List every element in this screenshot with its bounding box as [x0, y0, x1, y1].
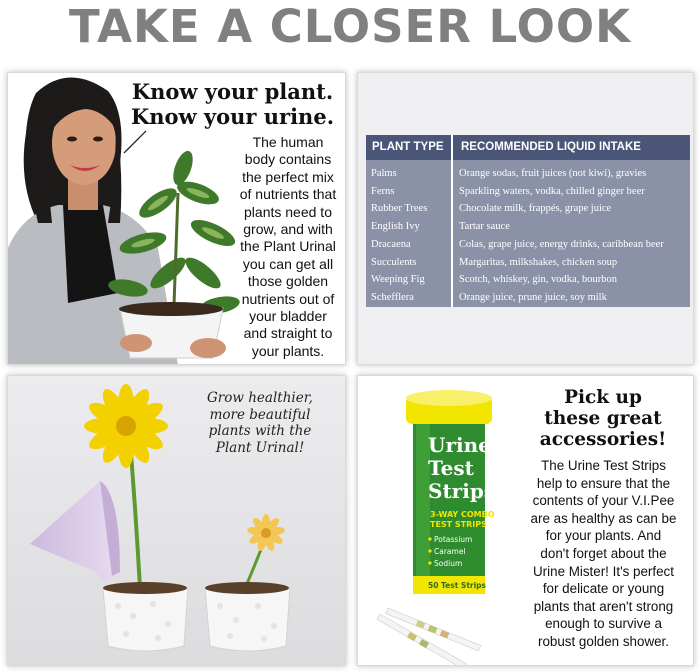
panel3-caption-line: Plant Urinal!	[215, 439, 305, 456]
plant-liquid-table	[366, 135, 690, 307]
table-cell-liquid: Tartar sauce	[459, 221, 510, 233]
table-row	[366, 271, 690, 289]
panel1-title-line1: Know your plant.	[131, 79, 334, 104]
bottle-feature-potassium: Potassium	[434, 535, 473, 544]
panel4-title-line: Pick up	[564, 387, 642, 408]
panel4-body-text	[515, 457, 692, 651]
panel1-body-line: the Plant Urinal	[240, 238, 336, 255]
panel1-body-line: The human	[252, 134, 324, 150]
panel4-body-line: are as healthy as can be	[530, 510, 677, 526]
panel-grow-healthier	[7, 375, 346, 666]
table-row	[366, 289, 690, 307]
panel-accessories	[357, 375, 694, 666]
bottle-brand-line1: Urine	[428, 433, 491, 457]
panel4-body-line: for delicate or young	[542, 581, 665, 597]
panel3-caption-line: more beautiful	[209, 406, 311, 423]
table-header-plant-type: PLANT TYPE	[372, 141, 444, 153]
table-row	[366, 183, 690, 201]
panel1-body-line: plants need to	[244, 203, 332, 220]
table-cell-plant: Palms	[371, 168, 397, 179]
table-cell-plant: Rubber Trees	[371, 203, 428, 215]
table-cell-liquid: Chocolate milk, frappés, grape juice	[459, 203, 612, 215]
table-row	[366, 200, 690, 218]
table-cell-liquid: Scotch, whiskey, gin, vodka, bourbon	[459, 274, 617, 286]
panel1-body-line: your plants.	[251, 342, 325, 359]
panel1-title-line2: Know your urine.	[130, 104, 335, 129]
panel-plant-table	[357, 72, 694, 365]
panel1-body-line: your bladder	[249, 308, 327, 325]
table-cell-plant: English Ivy	[371, 221, 420, 233]
bottle-subtitle-line2: TEST STRIPS	[430, 520, 487, 529]
panel1-body-line: body contains	[244, 151, 332, 168]
table-cell-plant: Ferns	[371, 185, 395, 197]
bottle-brand-line3: Strips	[428, 479, 496, 503]
table-cell-liquid: Colas, grape juice, energy drinks, caribbean beer	[459, 238, 664, 250]
bottle-feature-caramel: Caramel	[434, 547, 466, 556]
table-row	[366, 165, 690, 183]
panel4-body-line: The Urine Test Strips	[541, 458, 666, 473]
panel4-body-line: Urine Mister! It's perfect	[533, 563, 674, 579]
table-header-liquid-intake: RECOMMENDED LIQUID INTAKE	[461, 141, 641, 153]
panel1-body-text	[230, 134, 346, 360]
bottle-feature-sodium: Sodium	[434, 559, 463, 568]
table-cell-liquid: Orange juice, prune juice, soy milk	[459, 291, 607, 303]
pointer-line	[120, 127, 150, 157]
table-cell-plant: Weeping Fig	[371, 274, 425, 286]
panel4-body-line: for your plants. And	[545, 528, 662, 544]
panel1-body-line: you can get all	[242, 255, 334, 272]
bottle-count: 50 Test Strips	[428, 581, 487, 590]
page-headline: TAKE A CLOSER LOOK	[68, 0, 632, 53]
panel1-title	[120, 79, 345, 129]
table-row	[366, 218, 690, 236]
panel4-body-line: help to ensure that the	[536, 475, 671, 491]
panel4-body-line: enough to survive a	[545, 616, 662, 632]
panel-know-your-plant	[7, 72, 346, 365]
bottle-brand-line2: Test	[428, 456, 474, 480]
table-row	[366, 254, 690, 272]
panel4-body-line: robust golden shower.	[537, 633, 670, 649]
panel1-body-line: the perfect mix	[242, 168, 334, 185]
table-row	[366, 236, 690, 254]
table-cell-plant: Schefflera	[371, 291, 414, 303]
bottle-subtitle-line1: 3-WAY COMBO	[430, 510, 495, 519]
table-cell-liquid: Orange sodas, fruit juices (not kiwi), gravies	[459, 168, 647, 179]
panel1-body-line: nutrients out of	[241, 290, 335, 307]
panel1-body-line: and straight to	[243, 325, 333, 342]
panel3-caption-line: Grow healthier,	[207, 390, 313, 406]
panel4-title-line: accessories!	[539, 429, 667, 450]
panel3-caption-line: plants with the	[208, 423, 312, 439]
panel3-caption	[180, 390, 340, 456]
panel1-body-line: of nutrients that	[239, 186, 337, 203]
panel1-body-line: grow, and with	[243, 221, 333, 238]
table-header-row	[366, 135, 690, 160]
panel4-title	[518, 387, 688, 450]
panel4-body-line: contents of your V.I.Pee	[532, 493, 675, 509]
table-cell-liquid: Sparkling waters, vodka, chilled ginger beer	[459, 185, 645, 197]
panel1-body-line: those golden	[247, 273, 329, 290]
table-cell-plant: Succulents	[371, 256, 417, 268]
table-cell-liquid: Margaritas, milkshakes, chicken soup	[459, 256, 618, 268]
panel4-title-line: these great	[544, 408, 662, 429]
panel4-body-line: plants that aren't strong	[533, 598, 674, 614]
table-cell-plant: Dracaena	[371, 238, 411, 250]
urine-test-strips-bottle-image	[358, 376, 508, 666]
panel4-body-line: don't forget about the	[540, 545, 667, 561]
